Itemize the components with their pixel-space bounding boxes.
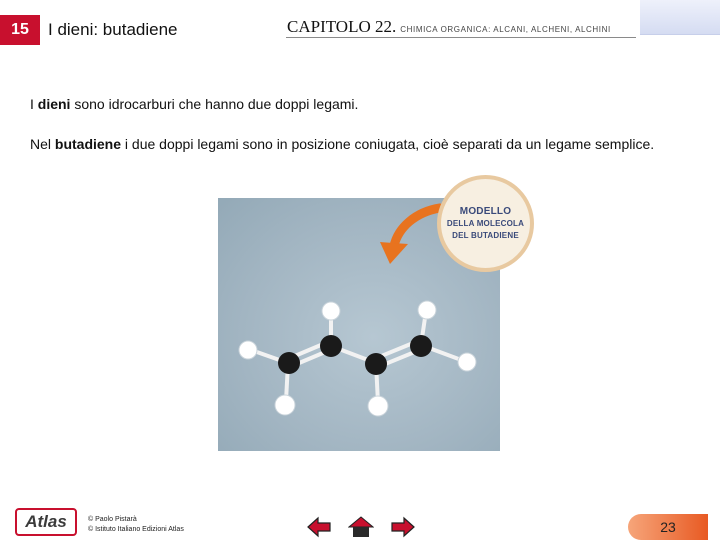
chapter-label: CAPITOLO 22. xyxy=(287,17,397,36)
atlas-logo: Atlas xyxy=(15,508,77,536)
hydrogen-atom xyxy=(458,353,476,371)
paragraph-dieni xyxy=(30,95,680,113)
copyright-author: © Paolo Pistarà xyxy=(88,516,137,523)
next-arrow-icon[interactable] xyxy=(390,516,416,538)
chapter-heading xyxy=(287,17,611,37)
text-segment: i due doppi legami sono in posizione coniugata, cioè separati da un legame semplice. xyxy=(121,136,655,152)
hydrogen-atom xyxy=(322,302,340,320)
slide-title: I dieni: butadiene xyxy=(48,20,178,39)
hydrogen-atom xyxy=(275,395,295,415)
carbon-atom xyxy=(320,335,342,357)
text-segment: Nel xyxy=(30,136,55,152)
header-decoration xyxy=(640,0,720,35)
page-number: 23 xyxy=(628,514,708,540)
copyright-publisher: © Istituto Italiano Edizioni Atlas xyxy=(88,526,184,533)
hydrogen-atom xyxy=(368,396,388,416)
home-icon[interactable] xyxy=(348,516,374,538)
badge-line-2: DELLA MOLECOLA xyxy=(446,218,525,228)
bold-term: dieni xyxy=(37,96,71,112)
badge-line-1: MODELLO xyxy=(459,205,512,217)
carbon-atom xyxy=(410,335,432,357)
paragraph-butadiene xyxy=(30,135,690,153)
carbon-atom xyxy=(278,352,300,374)
slide-number: 15 xyxy=(0,15,40,45)
text-segment: I xyxy=(30,96,38,112)
hydrogen-atom xyxy=(418,301,436,319)
text-segment: sono idrocarburi che hanno due doppi legami. xyxy=(70,96,359,112)
chapter-subtitle: CHIMICA ORGANICA: ALCANI, ALCHENI, ALCHINI xyxy=(400,25,611,34)
header-rule xyxy=(286,37,636,38)
badge-line-3: DEL BUTADIENE xyxy=(452,230,519,240)
carbon-atom xyxy=(365,353,387,375)
prev-arrow-icon[interactable] xyxy=(306,516,332,538)
figure-caption-badge xyxy=(437,175,534,272)
hydrogen-atom xyxy=(239,341,257,359)
bold-term: butadiene xyxy=(54,136,122,152)
copyright xyxy=(88,515,184,535)
